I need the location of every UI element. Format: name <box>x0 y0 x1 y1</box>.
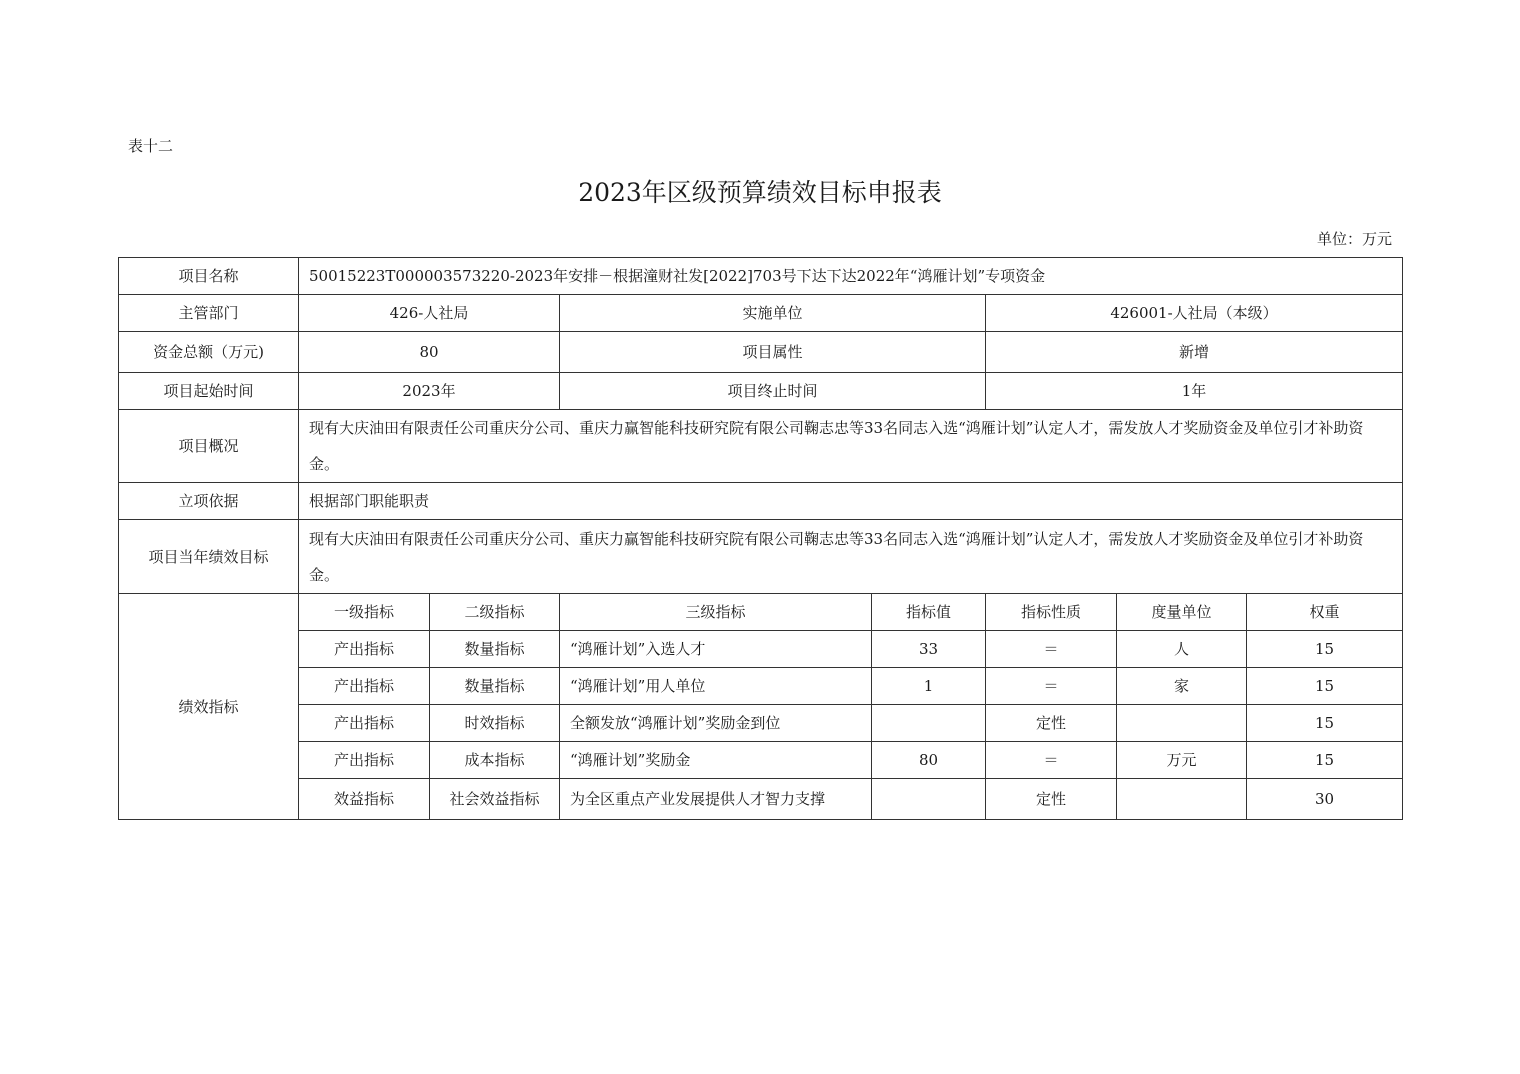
indicator-unit: 人 <box>1117 631 1247 668</box>
department-label: 主管部门 <box>119 295 299 332</box>
indicator-value <box>872 705 986 742</box>
department-value: 426-人社局 <box>299 295 560 332</box>
indicator-unit: 家 <box>1117 668 1247 705</box>
project-attribute-value: 新增 <box>986 332 1403 373</box>
table-row <box>119 705 1403 742</box>
indicator-weight: 30 <box>1247 779 1403 820</box>
annual-goal-value: 现有大庆油田有限责任公司重庆分公司、重庆力赢智能科技研究院有限公司鞠志忠等33名同志入选“鸿雁计划”认定人才，需发放人才奖励资金及单位引才补助资金。 <box>299 520 1403 594</box>
annual-goal-row <box>119 520 1403 594</box>
indicator-weight: 15 <box>1247 705 1403 742</box>
col-header-unit: 度量单位 <box>1117 594 1247 631</box>
annual-goal-label: 项目当年绩效目标 <box>119 520 299 594</box>
indicator-unit: 万元 <box>1117 742 1247 779</box>
indicator-level2: 数量指标 <box>430 631 560 668</box>
col-header-nature: 指标性质 <box>986 594 1117 631</box>
col-header-level1: 一级指标 <box>299 594 430 631</box>
indicator-value <box>872 779 986 820</box>
project-name-label: 项目名称 <box>119 258 299 295</box>
indicator-header-row <box>119 594 1403 631</box>
end-time-label: 项目终止时间 <box>560 373 986 410</box>
indicator-level2: 成本指标 <box>430 742 560 779</box>
col-header-weight: 权重 <box>1247 594 1403 631</box>
indicator-weight: 15 <box>1247 742 1403 779</box>
total-funds-label: 资金总额（万元) <box>119 332 299 373</box>
indicator-level1: 产出指标 <box>299 668 430 705</box>
table-row <box>119 668 1403 705</box>
project-name-row <box>119 258 1403 295</box>
indicator-value: 1 <box>872 668 986 705</box>
start-time-value: 2023年 <box>299 373 560 410</box>
basis-label: 立项依据 <box>119 483 299 520</box>
indicator-level3: “鸿雁计划”用人单位 <box>560 668 872 705</box>
department-row <box>119 295 1403 332</box>
implementing-unit-value: 426001-人社局（本级） <box>986 295 1403 332</box>
project-attribute-label: 项目属性 <box>560 332 986 373</box>
total-funds-value: 80 <box>299 332 560 373</box>
table-row <box>119 742 1403 779</box>
col-header-level2: 二级指标 <box>430 594 560 631</box>
indicator-level1: 效益指标 <box>299 779 430 820</box>
indicator-unit <box>1117 779 1247 820</box>
indicator-level1: 产出指标 <box>299 742 430 779</box>
funds-row <box>119 332 1403 373</box>
table-row <box>119 631 1403 668</box>
indicator-level2: 时效指标 <box>430 705 560 742</box>
page-title: 2023年区级预算绩效目标申报表 <box>578 178 942 207</box>
indicator-level1: 产出指标 <box>299 631 430 668</box>
overview-label: 项目概况 <box>119 410 299 483</box>
indicator-unit <box>1117 705 1247 742</box>
overview-row <box>119 410 1403 483</box>
indicator-weight: 15 <box>1247 631 1403 668</box>
indicator-level1: 产出指标 <box>299 705 430 742</box>
unit-label: 单位：万元 <box>1316 230 1392 248</box>
indicators-section-label: 绩效指标 <box>119 594 299 820</box>
col-header-value: 指标值 <box>872 594 986 631</box>
basis-row <box>119 483 1403 520</box>
implementing-unit-label: 实施单位 <box>560 295 986 332</box>
indicator-level3: 全额发放“鸿雁计划”奖励金到位 <box>560 705 872 742</box>
indicator-level3: “鸿雁计划”奖励金 <box>560 742 872 779</box>
period-row <box>119 373 1403 410</box>
project-name-value: 50015223T000003573220-2023年安排－根据潼财社发[2022]703号下达下达2022年“鸿雁计划”专项资金 <box>299 258 1403 295</box>
indicator-level2: 数量指标 <box>430 668 560 705</box>
performance-goal-table <box>118 257 1403 820</box>
col-header-level3: 三级指标 <box>560 594 872 631</box>
table-row <box>119 779 1403 820</box>
overview-value: 现有大庆油田有限责任公司重庆分公司、重庆力赢智能科技研究院有限公司鞠志忠等33名同志入选“鸿雁计划”认定人才，需发放人才奖励资金及单位引才补助资金。 <box>299 410 1403 483</box>
indicator-level3: 为全区重点产业发展提供人才智力支撑 <box>560 779 872 820</box>
end-time-value: 1年 <box>986 373 1403 410</box>
start-time-label: 项目起始时间 <box>119 373 299 410</box>
indicator-value: 33 <box>872 631 986 668</box>
indicator-nature: ＝ <box>986 631 1117 668</box>
indicator-nature: 定性 <box>986 779 1117 820</box>
indicator-nature: ＝ <box>986 668 1117 705</box>
indicator-weight: 15 <box>1247 668 1403 705</box>
table-number: 表十二 <box>128 137 174 155</box>
indicator-level2: 社会效益指标 <box>430 779 560 820</box>
basis-value: 根据部门职能职责 <box>299 483 1403 520</box>
indicator-level3: “鸿雁计划”入选人才 <box>560 631 872 668</box>
indicator-nature: ＝ <box>986 742 1117 779</box>
indicator-nature: 定性 <box>986 705 1117 742</box>
indicator-value: 80 <box>872 742 986 779</box>
